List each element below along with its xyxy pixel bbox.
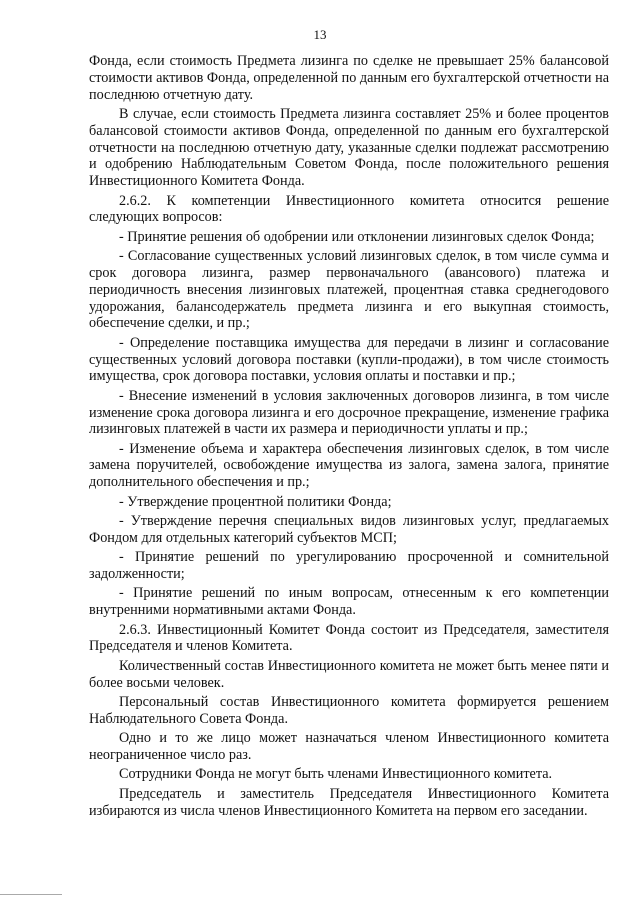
paragraph-threshold-case: В случае, если стоимость Предмета лизинга составляет 25% и более процентов балансовой стоимости активов Фонда, определенной по данным его бухгалтерской отчетности на последнюю отчетную дату, указанные сделки подлежат рассмотрению и одобрению Наблюдательным Советом Фонда, после положительного решения Инвестиционного Комитета Фонда. xyxy=(89,105,609,190)
page-number: 13 xyxy=(313,27,327,42)
list-item-supplier: - Определение поставщика имущества для передачи в лизинг и согласование существенных условий договора поставки (купли-продажи), в том числе стоимость имущества, срок договора поставки, условия оплаты и поставки и пр.; xyxy=(89,334,609,385)
paragraph-reappointment: Одно и то же лицо может назначаться членом Инвестиционного комитета неограниченное число раз. xyxy=(89,730,609,763)
list-item-terms: - Согласование существенных условий лизинговых сделок, в том числе сумма и срок договора лизинга, размер первоначального (авансового) платежа и периодичность внесения лизинговых платежей, процентная ставка среднегодового удорожания, балансодержатель предмета лизинга и его выкупная стоимость, обеспечение сделки, и пр.; xyxy=(89,248,609,332)
paragraph-committee-composition: Персональный состав Инвестиционного комитета формируется решением Наблюдательного Совета Фонда. xyxy=(89,694,609,727)
footer-line xyxy=(0,894,62,897)
paragraph-continuation: Фонда, если стоимость Предмета лизинга по сделке не превышает 25% балансовой стоимости активов Фонда, определенной по данным его бухгалтерской отчетности на последнюю отчетную дату. xyxy=(89,53,609,103)
paragraph-committee-size: Количественный состав Инвестиционного комитета не может быть менее пяти и более восьми человек. xyxy=(89,657,609,691)
list-item-overdue-debt: - Принятие решений по урегулированию просроченной и сомнительной задолженности; xyxy=(89,549,609,583)
list-item-collateral: - Изменение объема и характера обеспечения лизинговых сделок, в том числе замена поручителей, освобождение имущества из залога, замена залога, принятие дополнительного обеспечения и пр.; xyxy=(89,440,609,491)
paragraph-chair-election: Председатель и заместитель Председателя Инвестиционного Комитета избираются из числа членов Инвестиционного Комитета на первом его заседании. xyxy=(89,785,609,819)
list-item-amendments: - Внесение изменений в условия заключенных договоров лизинга, в том числе изменение срока договора лизинга и его досрочное прекращение, изменение графика лизинговых платежей в части их размера и периодичности уплаты и пр.; xyxy=(89,387,609,438)
list-item-special-services: - Утверждение перечня специальных видов лизинговых услуг, предлагаемых Фондом для отдельных категорий субъектов МСП; xyxy=(89,513,609,546)
list-item-approval: - Принятие решения об одобрении или отклонении лизинговых сделок Фонда; xyxy=(119,228,595,245)
paragraph-section-2-6-2: 2.6.2. К компетенции Инвестиционного комитета относится решение следующих вопросов: xyxy=(89,192,609,226)
paragraph-staff-restriction: Сотрудники Фонда не могут быть членами Инвестиционного комитета. xyxy=(119,766,553,783)
document-body xyxy=(89,53,609,822)
list-item-interest-policy: - Утверждение процентной политики Фонда; xyxy=(119,493,392,510)
list-item-other-matters: - Принятие решений по иным вопросам, отнесенным к его компетенции внутренними нормативными актами Фонда. xyxy=(89,585,609,619)
paragraph-section-2-6-3: 2.6.3. Инвестиционный Комитет Фонда состоит из Председателя, заместителя Председателя и членов Комитета. xyxy=(89,621,609,655)
